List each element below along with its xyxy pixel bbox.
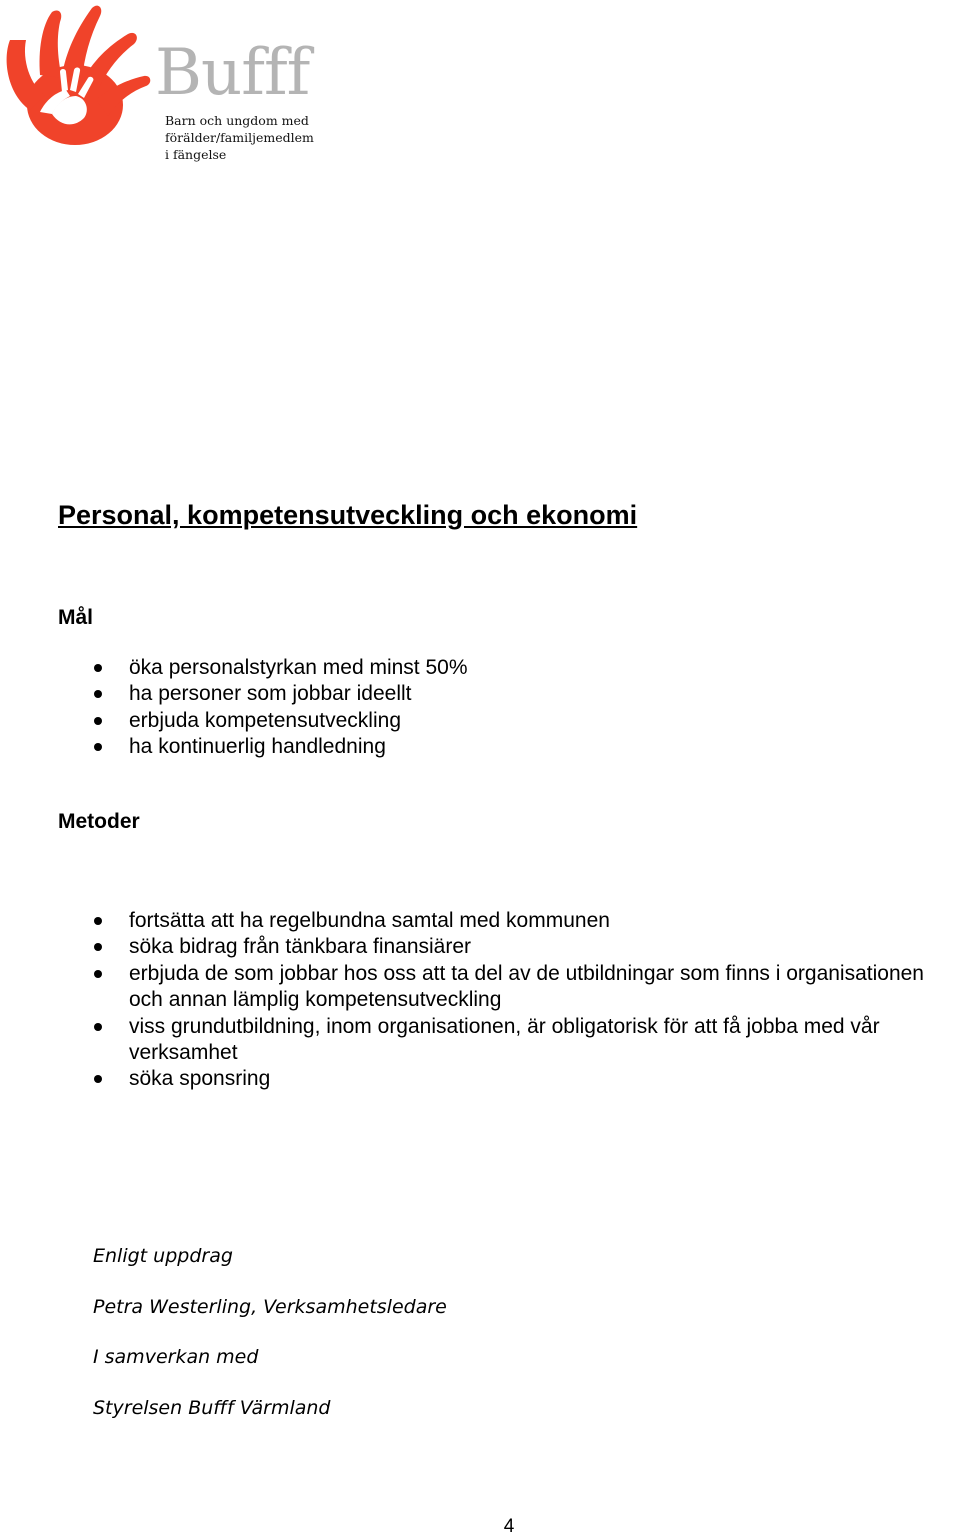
bullet-icon <box>94 717 102 725</box>
logo-tagline-line: i fängelse <box>165 147 227 162</box>
list-item <box>94 934 960 960</box>
list-item-text: söka bidrag från tänkbara finansiärer <box>129 935 472 959</box>
list-item <box>94 1014 960 1067</box>
metoder-list <box>94 908 960 1093</box>
section-heading-metoder: Metoder <box>58 810 140 833</box>
logo-tagline <box>165 112 340 163</box>
logo-tagline-line: Barn och ungdom med <box>165 113 309 128</box>
list-item <box>94 908 960 934</box>
list-item-text: ha personer som jobbar ideellt <box>129 682 412 706</box>
list-item <box>94 681 960 707</box>
signature-author: Petra Westerling, Verksamhetsledare <box>93 1296 447 1318</box>
list-item-text: ha kontinuerlig handledning <box>129 735 386 759</box>
page-title: Personal, kompetensutveckling och ekonomi <box>58 500 638 530</box>
list-item-text: öka personalstyrkan med minst 50% <box>129 656 468 679</box>
list-item-text: erbjuda de som jobbar hos oss att ta del av de utbildningar som finns i organisationen och annan lämplig kompetensutveckling <box>129 961 924 1012</box>
signature-board: Styrelsen Bufff Värmland <box>93 1397 331 1419</box>
bufff-logo <box>0 0 340 170</box>
logo-wordmark: Bufff <box>155 36 310 110</box>
bullet-icon <box>94 917 102 925</box>
bullet-icon <box>94 690 102 698</box>
list-item <box>94 734 960 760</box>
list-item <box>94 708 960 734</box>
bullet-icon <box>94 1075 102 1083</box>
list-item-text: söka sponsring <box>129 1067 271 1091</box>
list-item <box>94 961 960 1014</box>
signature-line: Enligt uppdrag <box>93 1245 233 1267</box>
list-item-text: viss grundutbildning, inom organisationen, är obligatorisk för att få jobba med vår verksamhet <box>129 1014 880 1065</box>
mal-list <box>94 655 960 761</box>
bullet-icon <box>94 970 102 978</box>
bullet-icon <box>94 1023 102 1031</box>
hand-icon <box>0 0 160 160</box>
bullet-icon <box>94 943 102 951</box>
list-item-text: erbjuda kompetensutveckling <box>129 708 401 732</box>
logo-tagline-line: förälder/familjemedlem <box>165 130 314 145</box>
page-number: 4 <box>503 1516 515 1537</box>
list-item <box>94 655 960 681</box>
bullet-icon <box>94 664 102 672</box>
bullet-icon <box>94 743 102 751</box>
list-item <box>94 1066 960 1092</box>
section-heading-mal: Mål <box>58 606 94 629</box>
signature-line: I samverkan med <box>93 1346 259 1368</box>
list-item-text: fortsätta att ha regelbundna samtal med kommunen <box>129 909 610 932</box>
